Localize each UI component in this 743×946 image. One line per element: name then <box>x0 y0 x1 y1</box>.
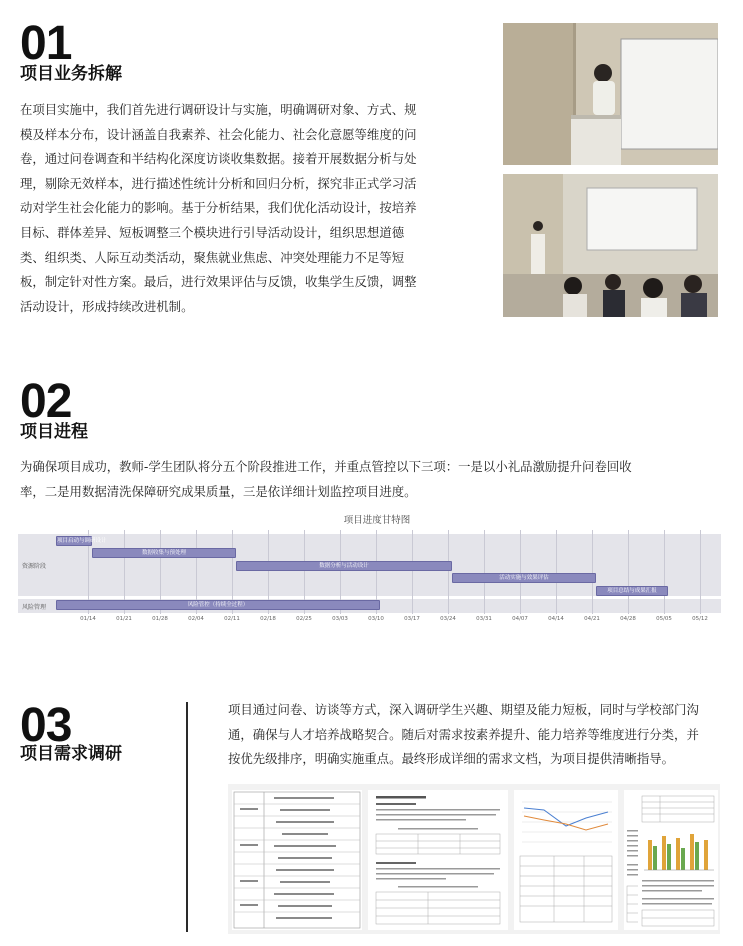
gantt-x-tick-label: 01/28 <box>152 616 168 622</box>
section-1-line: 模及样本分布，设计涵盖自我素养、社会化能力、社会化意愿等维度的问 <box>20 126 417 142</box>
gantt-x-tick-label: 02/11 <box>224 616 240 622</box>
section-divider <box>186 702 188 932</box>
gantt-gridline <box>484 530 485 614</box>
section-3-title: 项目需求调研 <box>20 744 122 764</box>
gantt-category-label: 风险管理 <box>22 604 47 611</box>
gantt-x-tick-label: 03/10 <box>368 616 384 622</box>
section-3-line: 按优先级排序，明确实施重点。最终形成详细的需求文档，为项目提供清晰指导。 <box>228 751 675 767</box>
gantt-task-bar: 项目总结与成果汇报 <box>596 586 668 596</box>
photo-classroom <box>503 174 718 317</box>
doc-thumbnail-line-chart <box>514 790 618 930</box>
gantt-x-tick-label: 04/21 <box>584 616 600 622</box>
gantt-x-tick-label: 05/12 <box>692 616 708 622</box>
gantt-task-bar: 项目启动与调研设计 <box>57 538 107 544</box>
section-1-line: 活动设计，形成持续改进机制。 <box>20 298 194 314</box>
section-2-line: 率，二是用数据清洗保障研究成果质量，三是依详细计划监控项目进度。 <box>20 483 417 499</box>
gantt-x-tick-label: 05/05 <box>656 616 672 622</box>
gantt-category-label: 资源阶段 <box>22 563 47 570</box>
gantt-x-tick-label: 04/28 <box>620 616 636 622</box>
research-document-thumbnails <box>228 784 720 934</box>
gantt-x-tick-label: 04/14 <box>548 616 564 622</box>
gantt-gridline <box>448 530 449 614</box>
gantt-task-bar: 风险管控（持续全过程） <box>56 600 380 610</box>
section-2-body <box>20 455 725 504</box>
gantt-x-tick-label: 03/24 <box>440 616 456 622</box>
gantt-x-tick-label: 02/18 <box>260 616 276 622</box>
section-1-line: 目标、群体差异、短板调整三个模块进行引导活动设计，组织思想道德 <box>20 224 405 240</box>
gantt-x-tick-label: 03/31 <box>476 616 492 622</box>
gantt-task-bar: 活动实施与效果评估 <box>452 573 596 583</box>
gantt-x-tick-label: 02/04 <box>188 616 204 622</box>
gantt-gridline <box>700 530 701 614</box>
doc-thumbnail-bar-chart <box>638 790 718 930</box>
photo-presenter-podium <box>503 23 718 165</box>
gantt-x-tick-label: 04/07 <box>512 616 528 622</box>
section-2-line: 为确保项目成功，教师-学生团队将分五个阶段推进工作，并重点管控以下三项：一是以小礼品激励提升问卷回收 <box>20 459 632 474</box>
gantt-x-tick-label: 01/21 <box>116 616 132 622</box>
gantt-gridline <box>628 530 629 614</box>
gantt-gridline <box>592 530 593 614</box>
section-1-line: 动对学生社会化能力的影响。基于分析结果，我们优化活动设计，按培养 <box>20 200 417 216</box>
section-1-body <box>20 98 460 319</box>
section-1-number: 01 <box>20 17 72 70</box>
gantt-x-tick-label: 03/17 <box>404 616 420 622</box>
section-3-number: 03 <box>20 699 72 752</box>
section-3-body <box>228 698 726 772</box>
gantt-title: 项目进度甘特图 <box>343 515 411 526</box>
doc-thumbnail-table <box>232 790 362 930</box>
section-1-line: 在项目实施中，我们首先进行调研设计与实施，明确调研对象、方式、规 <box>20 102 417 117</box>
gantt-task-bar: 数据分析与活动设计 <box>236 561 452 571</box>
gantt-x-tick-label: 02/25 <box>296 616 312 622</box>
section-2-title: 项目进程 <box>20 422 88 442</box>
section-1-line: 类、组织类、人际互动类活动，聚焦就业焦虑、冲突处理能力不足等短 <box>20 249 405 265</box>
doc-thumbnail-report <box>368 790 508 930</box>
section-1-line: 板，制定针对性方案。最后，进行效果评估与反馈，收集学生反馈，调整 <box>20 274 417 290</box>
gantt-gridline <box>412 530 413 614</box>
gantt-x-tick-label: 03/03 <box>332 616 348 622</box>
section-3-line: 项目通过问卷、访谈等方式，深入调研学生兴趣、期望及能力短板，同时与学校部门沟 <box>228 702 699 717</box>
section-2-number: 02 <box>20 375 72 428</box>
gantt-gridline <box>556 530 557 614</box>
section-1-line: 卷，通过问卷调查和半结构化深度访谈收集数据。接着开展数据分析与处 <box>20 151 417 167</box>
section-1-title: 项目业务拆解 <box>20 64 122 84</box>
gantt-x-tick-label: 01/14 <box>80 616 96 622</box>
section-1-line: 理，剔除无效样本，进行描述性统计分析和回归分析，探究非正式学习活 <box>20 175 417 191</box>
gantt-chart <box>18 506 736 626</box>
section-3-line: 通，确保与人才培养战略契合。随后对需求按素养提升、能力培养等维度进行分类，并 <box>228 726 699 742</box>
gantt-gridline <box>664 530 665 614</box>
gantt-task-bar: 数据收集与预处理 <box>92 548 236 558</box>
gantt-gridline <box>520 530 521 614</box>
